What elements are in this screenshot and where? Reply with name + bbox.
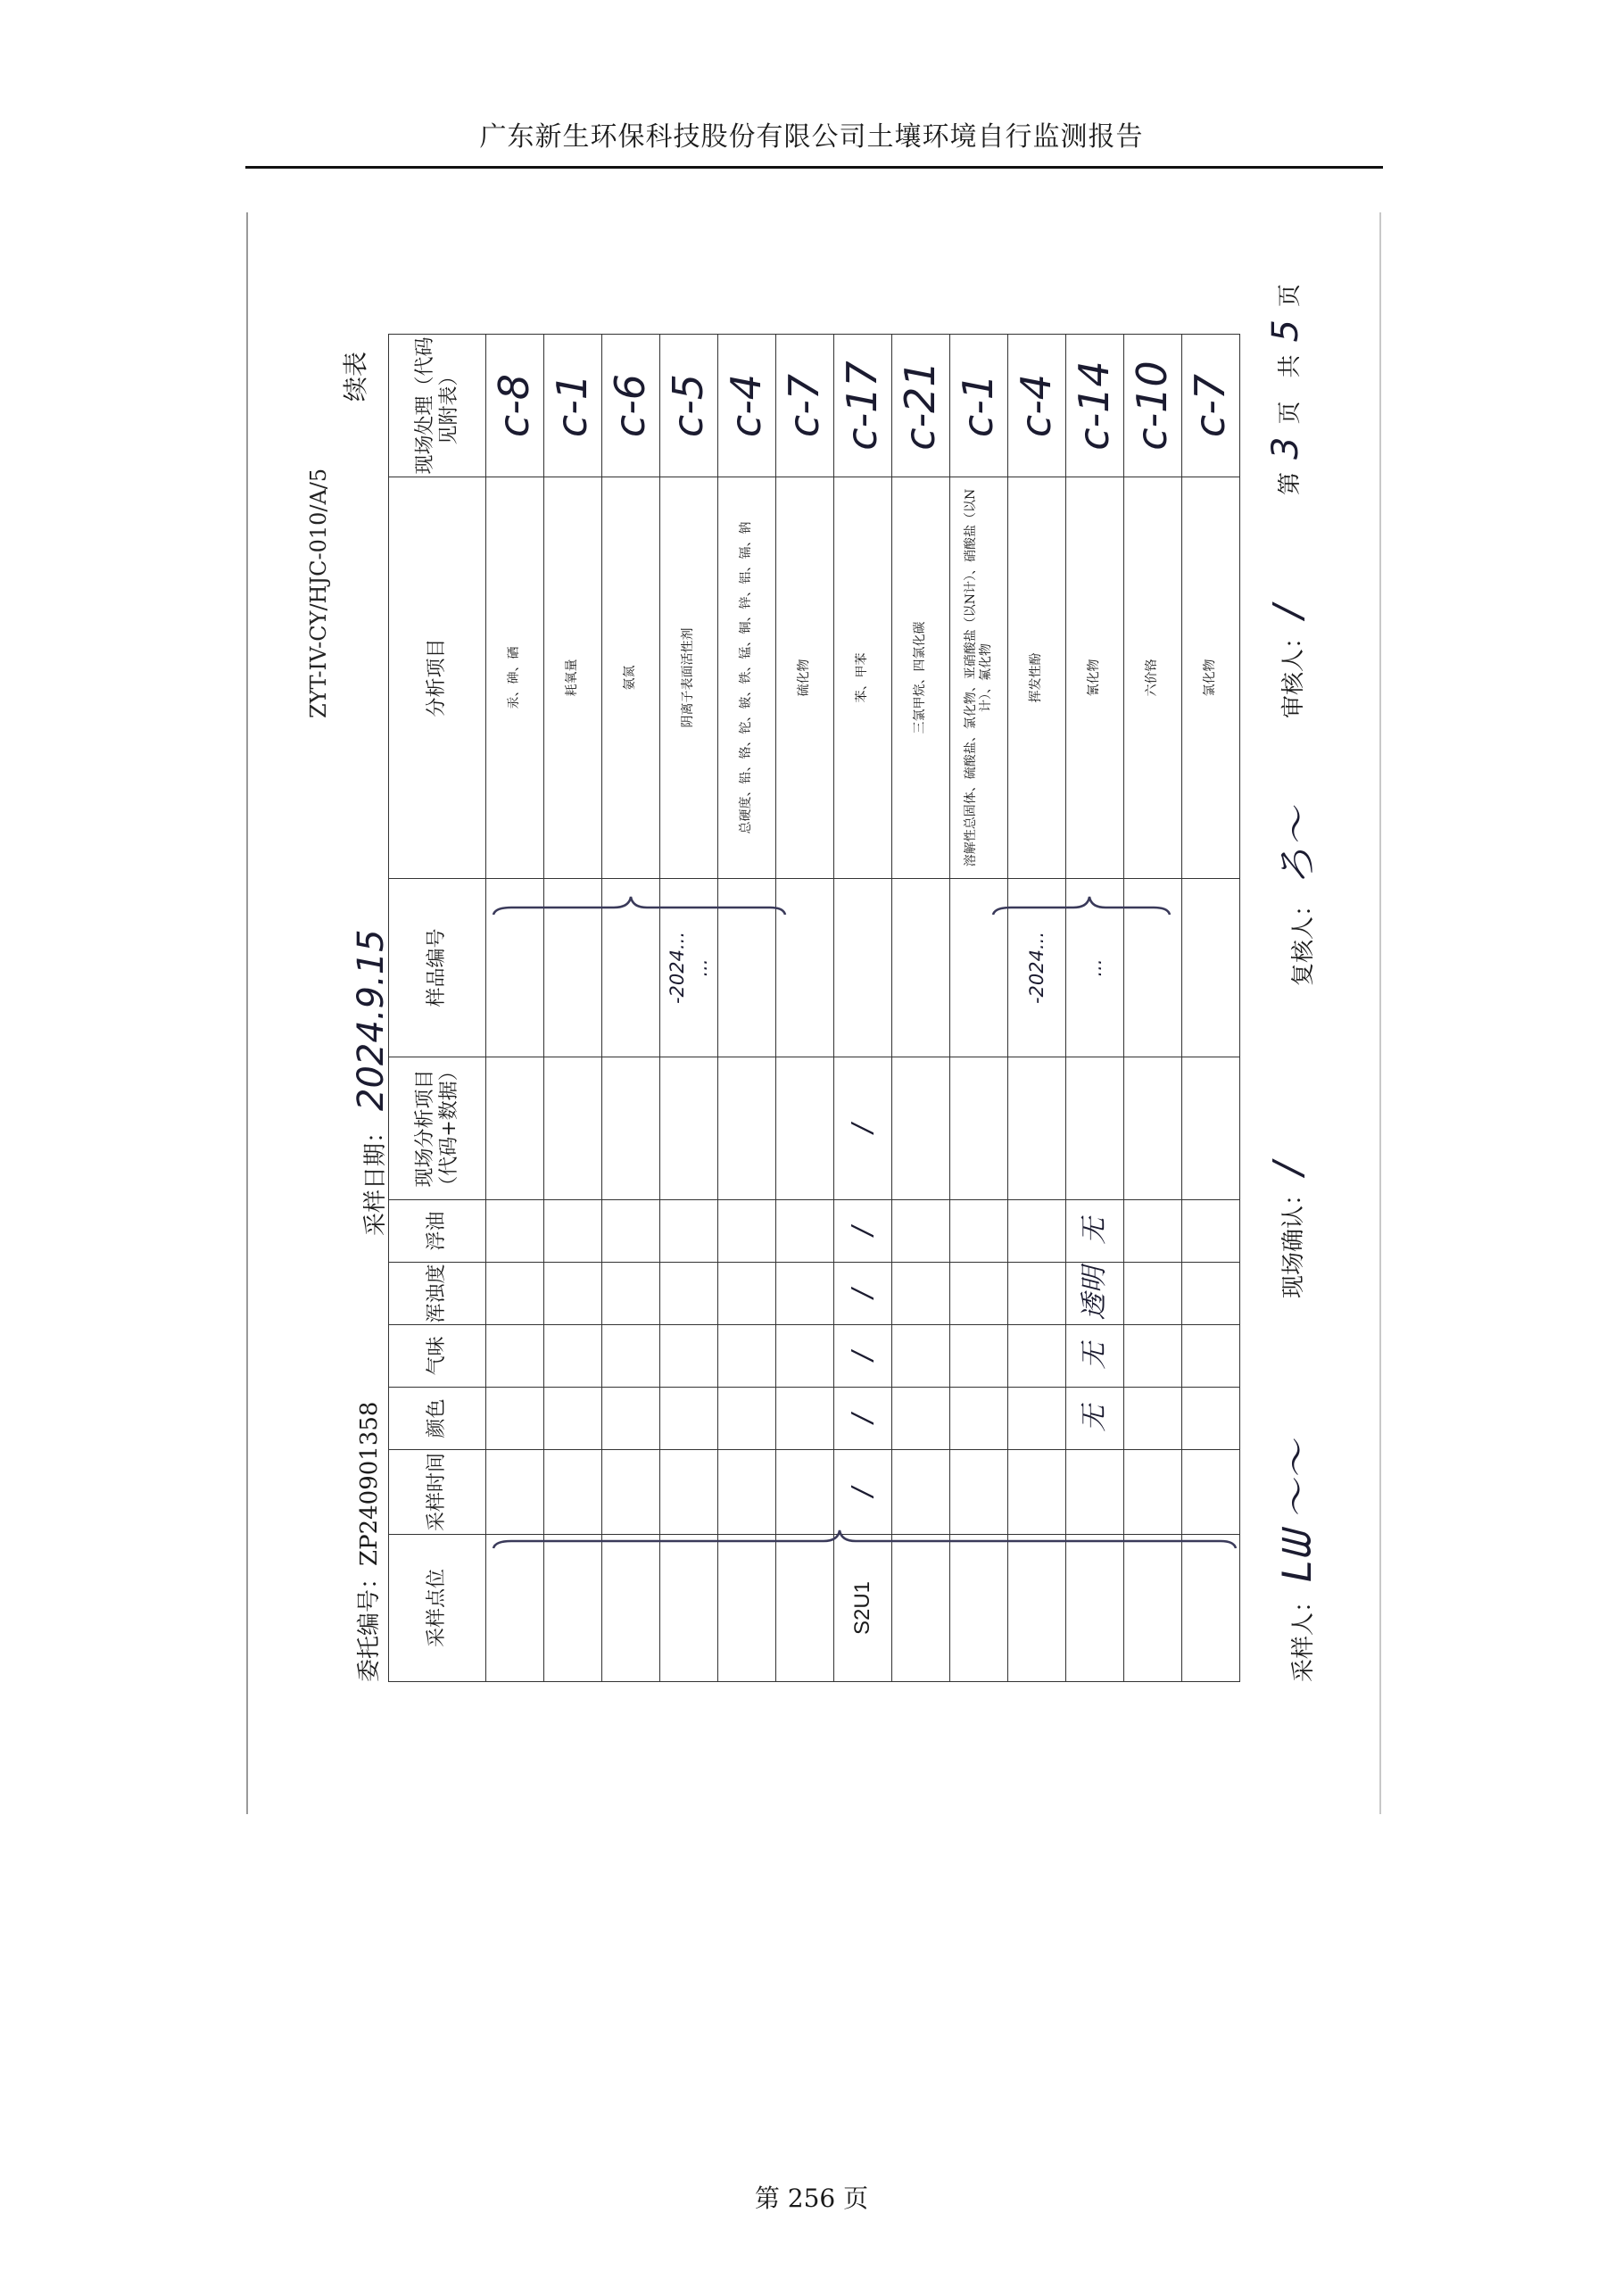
form-code: ZYT-IV-CY/HJC-010/A/5 (306, 468, 331, 718)
table-row: S2U1 / / / / / / 苯、甲苯 c-17 (834, 335, 892, 1682)
page-header-title: 广东新生环保科技股份有限公司土壤环境自行监测报告 (479, 121, 1144, 153)
field-treatment-code: c-1 (544, 335, 602, 477)
field-treatment-code: c-14 (1066, 335, 1124, 477)
field-treatment-code: c-21 (892, 335, 950, 477)
analysis-item: 氯化物 (1182, 477, 1240, 879)
table-row (1124, 335, 1182, 1682)
sample-no-handwritten: ... (1066, 879, 1124, 1057)
col-smell: 气味 (389, 1325, 486, 1388)
analysis-item: 氰化物 (1066, 477, 1124, 879)
page-number-footer: 第 256 页 (754, 2184, 869, 2213)
table-row (1182, 335, 1240, 1682)
analysis-item: 耗氧量 (544, 477, 602, 879)
sample-no-handwritten: -2024... (1008, 879, 1066, 1057)
recheck-signature: ろ～ (1275, 807, 1321, 886)
field-treatment-code: c-6 (602, 335, 660, 477)
field-treatment-code: c-17 (834, 335, 892, 477)
table-row (892, 335, 950, 1682)
table-header-row (389, 335, 486, 1682)
table-row (544, 335, 602, 1682)
analysis-item: 三氯甲烷、四氯化碳 (892, 477, 950, 879)
table-row (660, 335, 718, 1682)
form-page-indicator: 第3页 共5页 (1265, 284, 1306, 495)
confirm-value: / (1265, 1162, 1311, 1175)
entrust-number-row (351, 1402, 384, 1682)
sampling-table (388, 334, 1240, 1682)
col-time: 采样时间 (389, 1450, 486, 1535)
col-sample-no: 样品编号 (389, 879, 486, 1057)
sampler-signature: ᒪᗯ ～～ (1275, 1440, 1321, 1582)
field-treatment-code: c-5 (660, 335, 718, 477)
table-row (1008, 335, 1066, 1682)
analysis-item: 六价铬 (1124, 477, 1182, 879)
signoff-row (1265, 284, 1321, 1682)
header-rule (245, 166, 1383, 169)
table-row (718, 335, 776, 1682)
col-oil: 浮油 (389, 1200, 486, 1263)
audit-value: / (1265, 605, 1311, 618)
sampling-record-form (306, 284, 1323, 1682)
analysis-item: 汞、砷、硒 (486, 477, 544, 879)
analysis-item: 阴离子表面活性剂 (660, 477, 718, 879)
site-name: S2U1 (834, 1535, 892, 1682)
recheck-label: 复核人： (1290, 892, 1317, 986)
continued-label: 续表 (341, 351, 370, 402)
field-treatment-code: c-7 (1182, 335, 1240, 477)
analysis-item: 硫化物 (776, 477, 834, 879)
analysis-item: 氨氮 (602, 477, 660, 879)
analysis-item: 挥发性酚 (1008, 477, 1066, 879)
field-treatment-code: c-7 (776, 335, 834, 477)
col-color: 颜色 (389, 1388, 486, 1450)
field-treatment-code: c-4 (1008, 335, 1066, 477)
table-row (776, 335, 834, 1682)
analysis-item: 总硬度、铅、铬、铊、铍、铁、锰、铜、锌、铝、镉、钠 (718, 477, 776, 879)
table-row: 无 无 透明 无 ... 氰化物 c-14 (1066, 335, 1124, 1682)
col-site: 采样点位 (389, 1535, 486, 1682)
col-turbidity: 浑浊度 (389, 1263, 486, 1325)
sample-date-row (351, 929, 392, 1236)
entrust-label: 委托编号： (356, 1565, 383, 1682)
field-treatment-code: c-8 (486, 335, 544, 477)
field-treatment-code: c-10 (1124, 335, 1182, 477)
entrust-number: ZP240901358 (356, 1401, 383, 1566)
field-treatment-code: c-1 (950, 335, 1008, 477)
sample-date-handwritten: 2024.9.15 (351, 929, 392, 1111)
analysis-item: 苯、甲苯 (834, 477, 892, 879)
table-row (486, 335, 544, 1682)
audit-label: 审核人： (1280, 625, 1307, 718)
col-field-treatment: 现场处理（代码见附表） (389, 335, 486, 477)
sample-no-handwritten: -2024... ... (660, 879, 718, 1057)
sample-date-label: 采样日期： (362, 1119, 389, 1236)
field-treatment-code: c-4 (718, 335, 776, 477)
analysis-item: 溶解性总固体、硫酸盐、氯化物、亚硝酸盐（以N计）、硝酸盐（以N计）、氟化物 (950, 477, 1008, 879)
sampler-label: 采样人： (1290, 1588, 1317, 1682)
confirm-label: 现场确认： (1280, 1181, 1307, 1298)
col-field-analysis: 现场分析项目（代码+数据） (389, 1057, 486, 1200)
table-row (602, 335, 660, 1682)
table-row (950, 335, 1008, 1682)
col-analysis-item: 分析项目 (389, 477, 486, 879)
